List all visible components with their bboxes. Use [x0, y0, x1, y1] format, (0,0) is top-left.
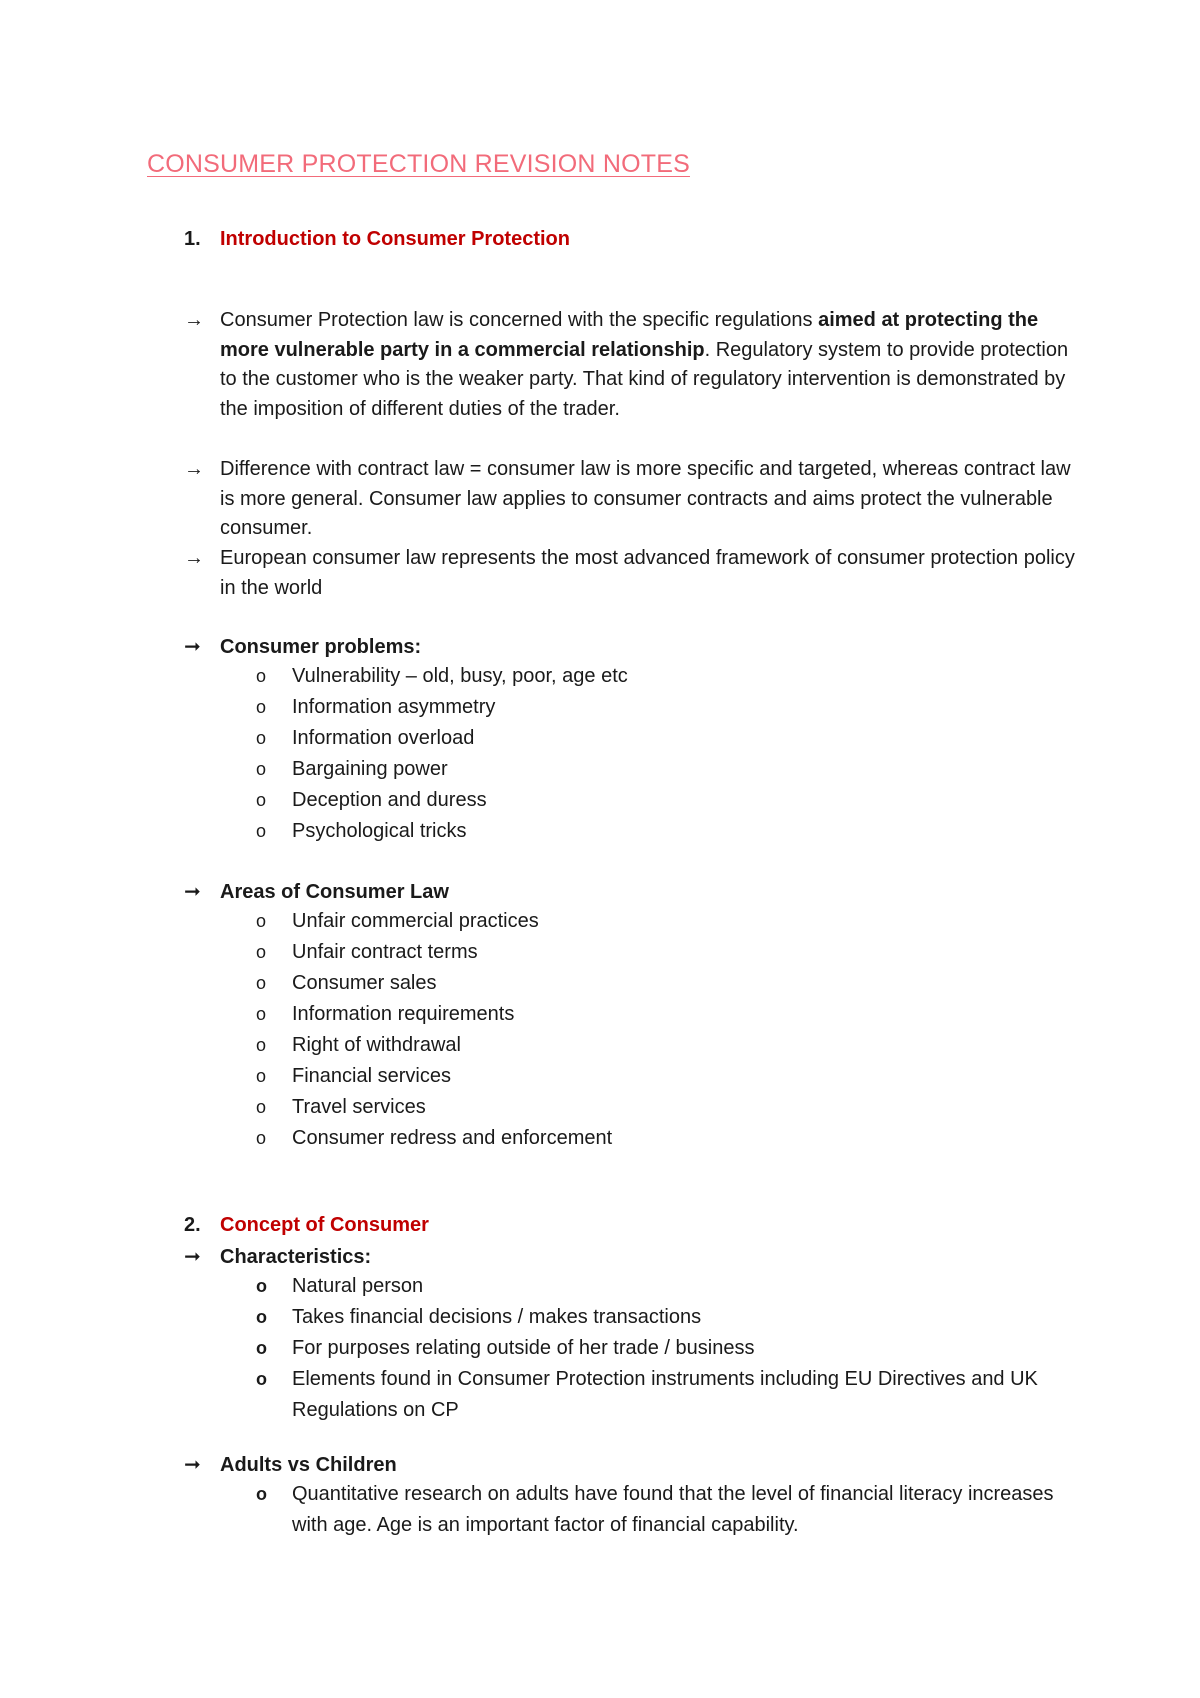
list-item [256, 816, 628, 847]
list-item [256, 1123, 612, 1154]
list-item-text: Consumer redress and enforcement [292, 1127, 613, 1149]
list-item-text: Right of withdrawal [292, 1034, 461, 1056]
arrow-icon: → [184, 458, 204, 480]
list-item-text: Psychological tricks [292, 820, 467, 842]
list-item [256, 937, 612, 968]
consumer-problems-list [256, 661, 628, 847]
list-item [256, 1333, 1062, 1364]
list-item-text: Unfair commercial practices [292, 910, 539, 932]
list-item [256, 723, 628, 754]
bullet-icon: o [256, 821, 267, 841]
bullet-icon: o [256, 1369, 267, 1389]
section-1-heading [184, 228, 570, 251]
bullet-icon: o [256, 911, 267, 931]
list-item [256, 1271, 1062, 1302]
bullet-icon: o [256, 1276, 267, 1296]
arrow-icon: ➞ [184, 1246, 201, 1268]
section-2-heading [184, 1214, 429, 1237]
list-item [256, 906, 612, 937]
section-number: 2. [184, 1214, 201, 1236]
section-title: Introduction to Consumer Protection [220, 228, 570, 250]
list-item-text: Consumer sales [292, 972, 437, 994]
adults-vs-children-label: ➞ Adults vs Children [184, 1454, 397, 1476]
list-item [256, 1364, 1062, 1426]
list-item-text: Information overload [292, 727, 475, 749]
list-item [256, 1030, 612, 1061]
list-item [256, 1302, 1062, 1333]
arrow-icon: ➞ [184, 881, 201, 903]
list-item [256, 999, 612, 1030]
bullet-icon: o [256, 666, 267, 686]
list-item-text: Takes financial decisions / makes transactions [292, 1306, 702, 1328]
paragraph-european-consumer-law: → European consumer law represents the most advanced framework of consumer protection policy in the world [184, 544, 1084, 603]
adults-list [256, 1479, 1062, 1541]
list-item [256, 785, 628, 816]
bullet-icon: o [256, 1097, 267, 1117]
bold-text-run: aimed at protecting the more vulnerable party in a commercial relationship [220, 309, 1039, 361]
list-item-text: Unfair contract terms [292, 941, 478, 963]
list-item-text: Natural person [292, 1275, 424, 1297]
bullet-icon: o [256, 942, 267, 962]
list-item [256, 968, 612, 999]
characteristics-list [256, 1271, 1062, 1426]
list-item-text: Vulnerability – old, busy, poor, age etc [292, 665, 628, 687]
list-item-text: Financial services [292, 1065, 451, 1087]
list-item-text: Bargaining power [292, 758, 448, 780]
arrow-icon: ➞ [184, 1454, 201, 1476]
bullet-icon: o [256, 1035, 267, 1055]
bullet-icon: o [256, 697, 267, 717]
text-run: . Regulatory system to provide protection to the customer who is the weaker party. That kind of regulatory intervention is demonstrated by the imposition of different duties of the trader. [220, 338, 1069, 420]
list-item [256, 1479, 1062, 1541]
bullet-icon: o [256, 1128, 267, 1148]
bullet-icon: o [256, 1066, 267, 1086]
list-item [256, 661, 628, 692]
list-item [256, 754, 628, 785]
list-item-text: Information asymmetry [292, 696, 496, 718]
list-item-text: Quantitative research on adults have found that the level of financial literacy increases with age. Age is an important factor of financial capability. [292, 1483, 1054, 1536]
areas-list [256, 906, 612, 1154]
section-number: 1. [184, 228, 201, 250]
list-item-text: Deception and duress [292, 789, 487, 811]
list-item [256, 1061, 612, 1092]
arrow-icon: → [184, 547, 204, 569]
list-item-text: Elements found in Consumer Protection instruments including EU Directives and UK Regulations on CP [292, 1368, 1038, 1421]
section-title: Concept of Consumer [220, 1214, 429, 1236]
list-item-text: Travel services [292, 1096, 426, 1118]
bullet-icon: o [256, 973, 267, 993]
paragraph-contract-law-difference: → Difference with contract law = consumer law is more specific and targeted, whereas contract law is more general. Consumer law applies to consumer contracts and aims protect the vulnerable consumer. [184, 455, 1084, 544]
consumer-problems-label: ➞ Consumer problems: [184, 636, 422, 658]
bullet-icon: o [256, 1004, 267, 1024]
areas-of-consumer-law-label: ➞ Areas of Consumer Law [184, 881, 449, 903]
bullet-icon: o [256, 790, 267, 810]
bullet-icon: o [256, 1307, 267, 1327]
list-item-text: Information requirements [292, 1003, 515, 1025]
page-title: CONSUMER PROTECTION REVISION NOTES [147, 150, 690, 178]
bullet-icon: o [256, 759, 267, 779]
paragraph-consumer-protection-law [184, 306, 1084, 424]
bullet-icon: o [256, 728, 267, 748]
text-run: Consumer Protection law is concerned with the specific regulations [220, 309, 819, 331]
list-item [256, 1092, 612, 1123]
list-item [256, 692, 628, 723]
list-item-text: For purposes relating outside of her trade / business [292, 1337, 755, 1359]
bullet-icon: o [256, 1484, 267, 1504]
bullet-icon: o [256, 1338, 267, 1358]
arrow-icon: → [184, 309, 204, 331]
characteristics-label: ➞ Characteristics: [184, 1246, 372, 1268]
arrow-icon: ➞ [184, 636, 201, 658]
